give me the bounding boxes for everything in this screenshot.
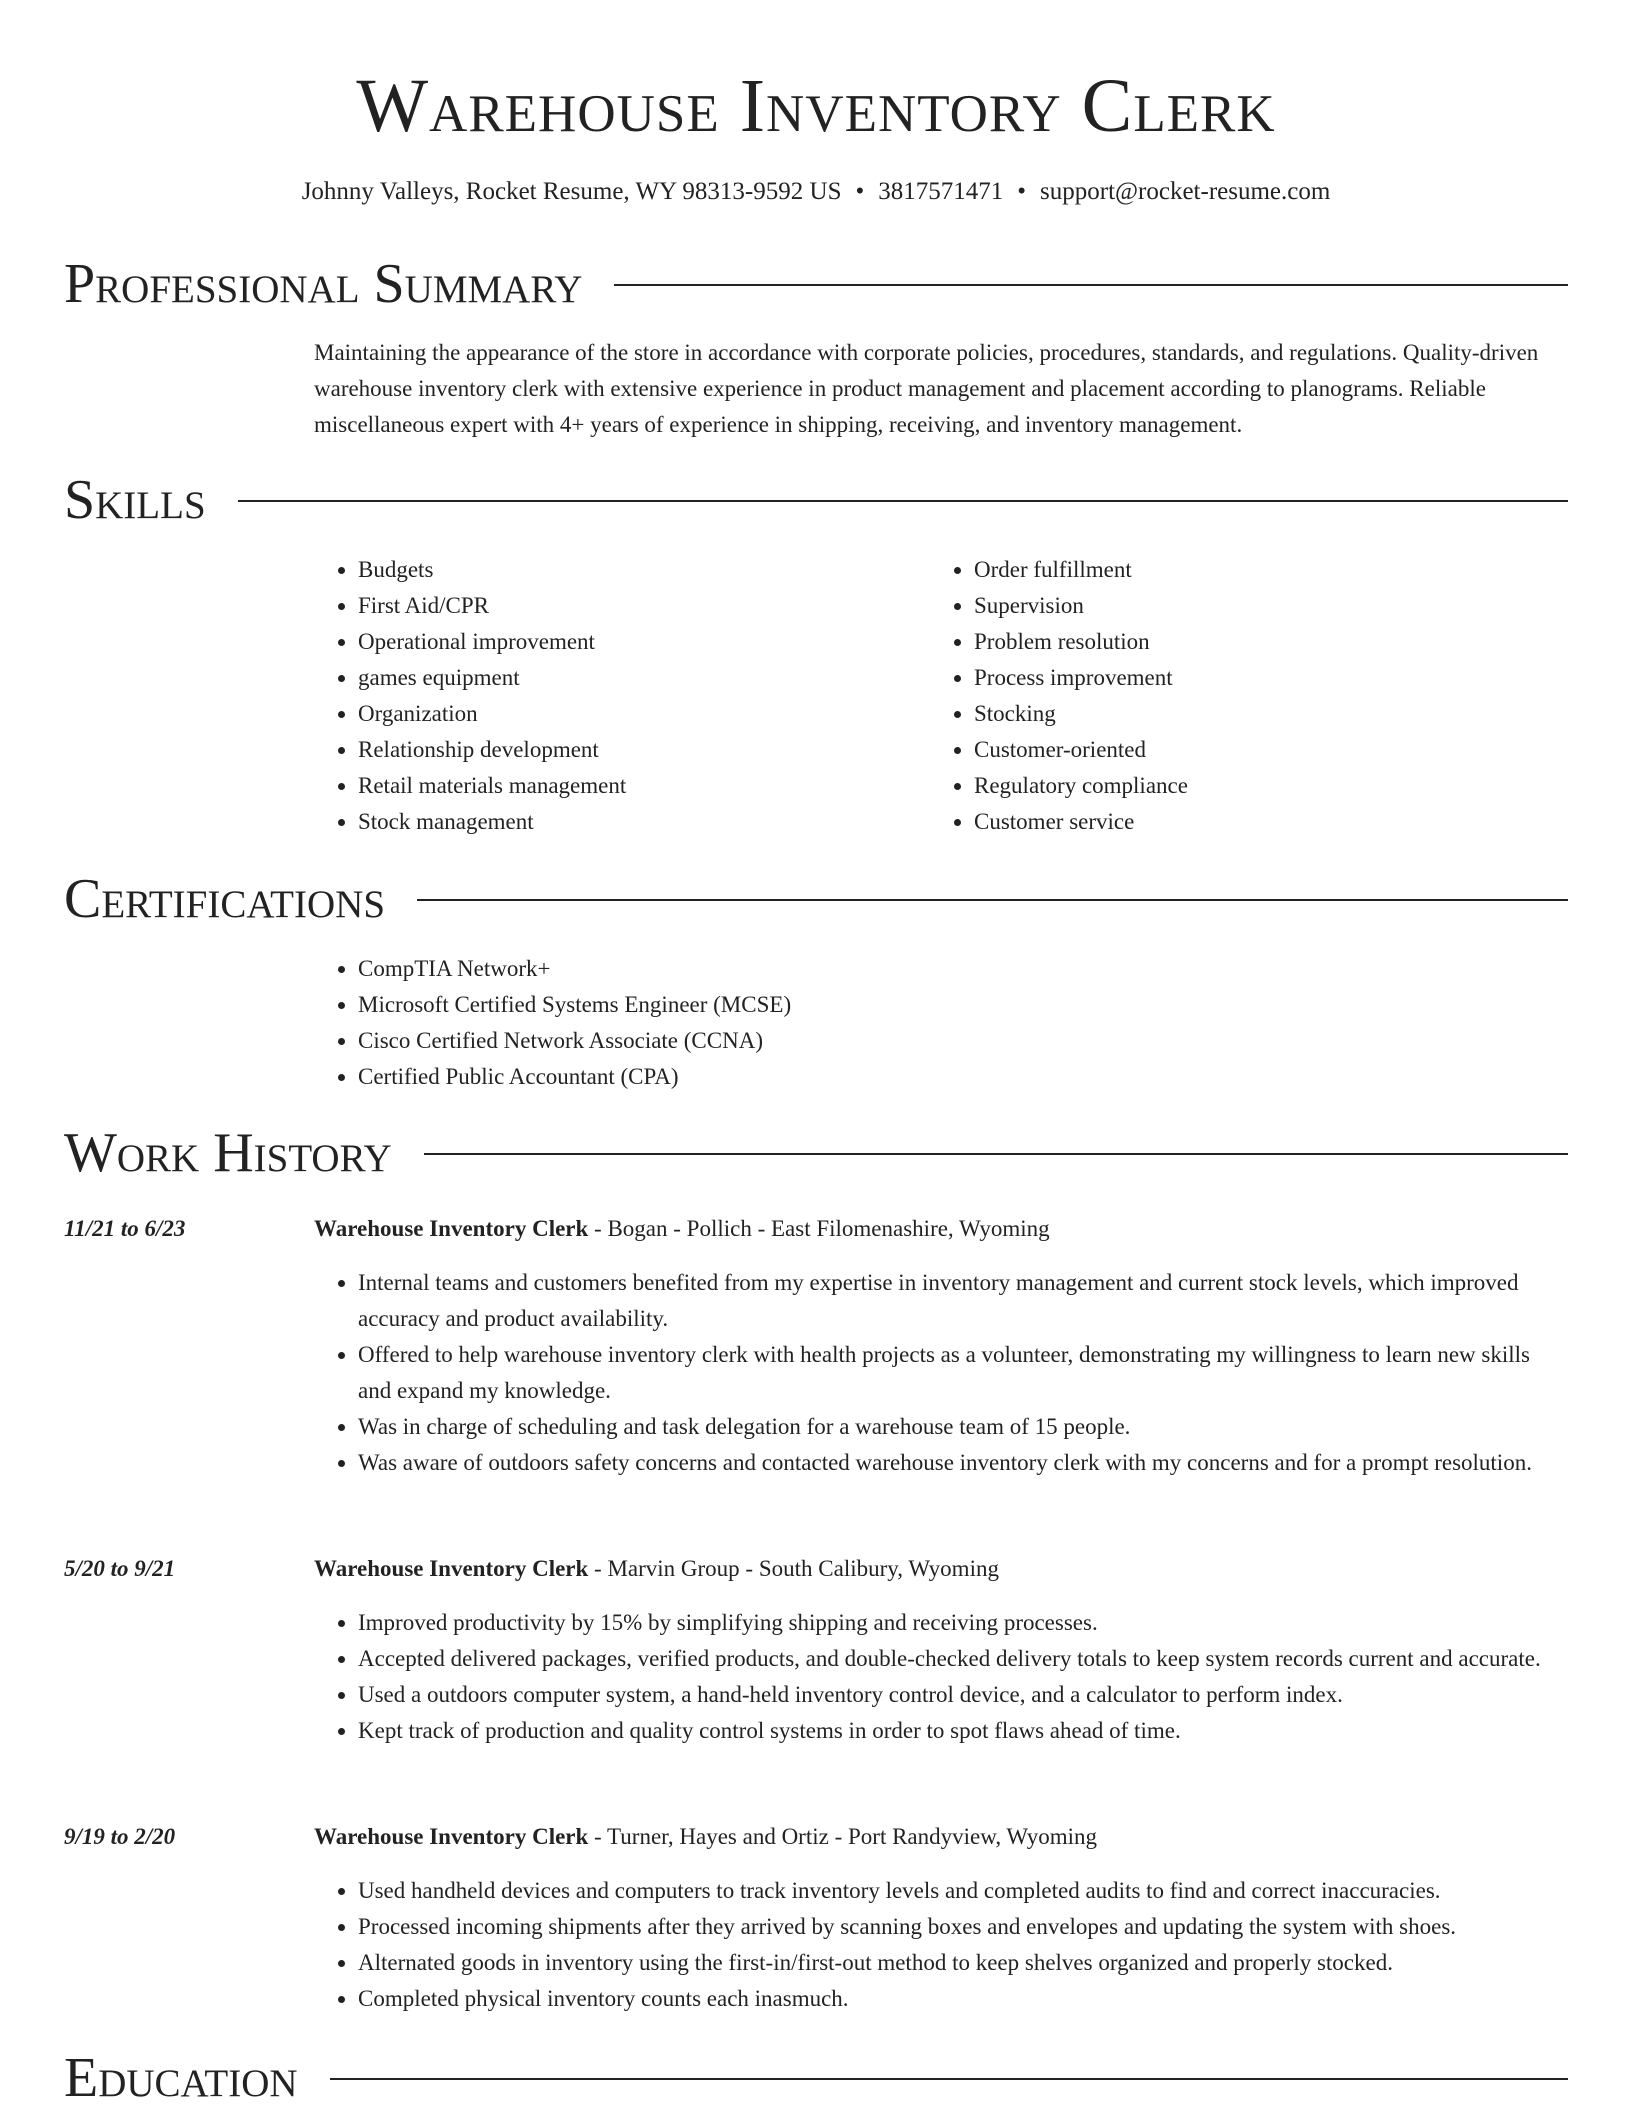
job-details: - Bogan - Pollich - East Filomenashire, Wyoming [588, 1216, 1050, 1241]
contact-email[interactable]: support@rocket-resume.com [1040, 178, 1331, 205]
job-bullet: • Offered to help warehouse inventory clerk with health projects as a volunteer, demonstrating my willingness to learn new skills and expand my knowledge. [358, 1337, 1564, 1409]
section-title: Work History [64, 1122, 392, 1184]
section-title: Professional Summary [64, 253, 583, 315]
section-title: Education [64, 2047, 298, 2109]
skill-item: • Retail materials management [358, 768, 930, 804]
section-heading-work-history [64, 1121, 1568, 1185]
skill-item: • Order fulfillment [974, 552, 1546, 588]
skill-item: • Budgets [358, 552, 930, 588]
contact-line [0, 176, 1632, 208]
contact-address: Johnny Valleys, Rocket Resume, WY 98313-9592 US [301, 178, 842, 205]
certifications-list [314, 951, 1574, 1095]
job-bullet: • Alternated goods in inventory using the first-in/first-out method to keep shelves organized and properly stocked. [358, 1945, 1564, 1981]
job-details: - Marvin Group - South Calibury, Wyoming [588, 1556, 999, 1581]
certification-item: • CompTIA Network+ [358, 951, 1574, 987]
job-bullet: • Internal teams and customers benefited from my expertise in inventory management and current stock levels, which improved accuracy and product availability. [358, 1265, 1564, 1337]
skill-item: • Supervision [974, 588, 1546, 624]
section-heading-skills [64, 468, 1568, 532]
job-role: Warehouse Inventory Clerk [314, 1556, 589, 1581]
skills-column-left [314, 552, 930, 840]
job-bullet: • Was in charge of scheduling and task delegation for a warehouse team of 15 people. [358, 1409, 1564, 1445]
job-bullet: • Accepted delivered packages, verified products, and double-checked delivery totals to keep system records current and accurate. [358, 1641, 1564, 1677]
job-dates: 5/20 to 9/21 [64, 1556, 176, 1581]
job-bullet: • Used handheld devices and computers to track inventory levels and completed audits to find and correct inaccuracies. [358, 1873, 1564, 1909]
skill-item: • Operational improvement [358, 624, 930, 660]
skill-item: • games equipment [358, 660, 930, 696]
section-heading-education [64, 2046, 1568, 2110]
section-title: Certifications [64, 868, 386, 930]
job-dates: 9/19 to 2/20 [64, 1824, 176, 1849]
job-role: Warehouse Inventory Clerk [314, 1824, 589, 1849]
skill-item: • Relationship development [358, 732, 930, 768]
job-bullet: • Completed physical inventory counts each inasmuch. [358, 1981, 1564, 2017]
job-bullets [314, 1605, 1564, 1749]
section-heading-certifications [64, 867, 1568, 931]
summary-text: Maintaining the appearance of the store in accordance with corporate policies, procedures, standards, and regulations. Quality-driven warehouse inventory clerk with extensive experience in product management and placement according to planograms. Reliable miscellaneous expert with 4+ years of experience in shipping, receiving, and inventory management. [314, 340, 1539, 437]
skill-item: • Problem resolution [974, 624, 1546, 660]
certification-item: • Cisco Certified Network Associate (CCNA) [358, 1023, 1574, 1059]
skills-column-right [930, 552, 1546, 840]
job-bullets [314, 1873, 1564, 2017]
job-bullet: • Improved productivity by 15% by simplifying shipping and receiving processes. [358, 1605, 1564, 1641]
skill-item: • Organization [358, 696, 930, 732]
skill-item: • Regulatory compliance [974, 768, 1546, 804]
skill-item: • Stock management [358, 804, 930, 840]
job-header [314, 1551, 999, 1587]
job-header [314, 1819, 1097, 1855]
section-divider [417, 899, 1568, 901]
job-header [314, 1211, 1050, 1247]
contact-separator: • [1017, 178, 1027, 205]
section-heading-summary [64, 252, 1568, 316]
skill-item: • Customer service [974, 804, 1546, 840]
skill-item: • Customer-oriented [974, 732, 1546, 768]
job-role: Warehouse Inventory Clerk [314, 1216, 589, 1241]
job-bullets [314, 1265, 1564, 1481]
contact-separator: • [855, 178, 865, 205]
job-bullet: • Was aware of outdoors safety concerns and contacted warehouse inventory clerk with my concerns and for a prompt resolution. [358, 1445, 1564, 1481]
section-divider [238, 500, 1568, 502]
skills-list [314, 552, 1574, 840]
job-dates: 11/21 to 6/23 [64, 1216, 186, 1241]
job-bullet: • Used a outdoors computer system, a hand-held inventory control device, and a calculator to perform index. [358, 1677, 1564, 1713]
skill-item: • First Aid/CPR [358, 588, 930, 624]
job-bullet: • Processed incoming shipments after they arrived by scanning boxes and envelopes and updating the system with shoes. [358, 1909, 1564, 1945]
contact-phone: 3817571471 [878, 178, 1004, 205]
job-details: - Turner, Hayes and Ortiz - Port Randyview, Wyoming [588, 1824, 1098, 1849]
skill-item: • Process improvement [974, 660, 1546, 696]
resume-title: Warehouse Inventory Clerk [356, 64, 1276, 148]
skill-item: • Stocking [974, 696, 1546, 732]
section-divider [424, 1153, 1568, 1155]
section-divider [614, 284, 1568, 286]
job-bullet: • Kept track of production and quality control systems in order to spot flaws ahead of time. [358, 1713, 1564, 1749]
section-divider [330, 2078, 1568, 2080]
certification-item: • Certified Public Accountant (CPA) [358, 1059, 1574, 1095]
section-title: Skills [64, 469, 206, 531]
certification-item: • Microsoft Certified Systems Engineer (MCSE) [358, 987, 1574, 1023]
